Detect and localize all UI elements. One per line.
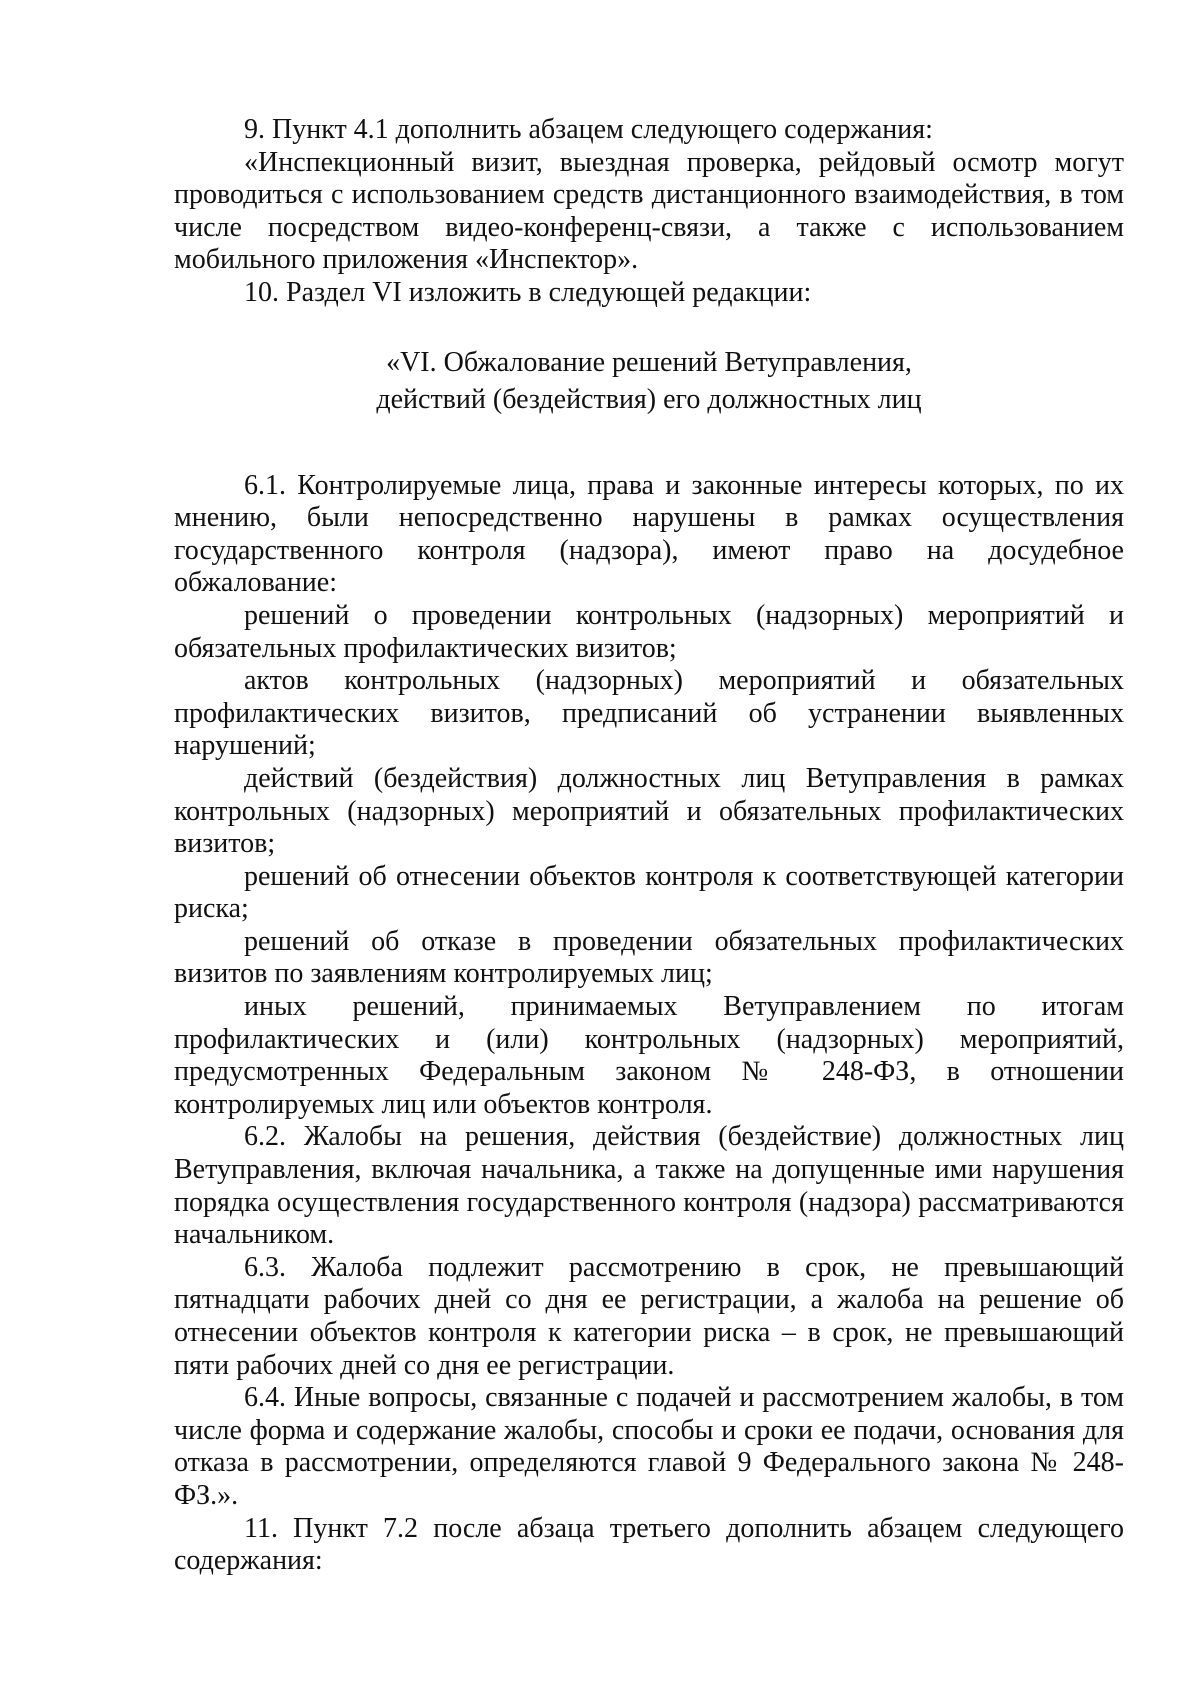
section-heading-line-1: «VI. Обжалование решений Ветуправления, <box>386 346 912 378</box>
paragraph-6-1: 6.1. Контролируемые лица, права и законные интересы которых, по их мнению, были непосредственно нарушены в рамках осуществления государственного контроля (надзора), имеют право на досудебное обжалование: <box>174 469 1124 599</box>
section-heading <box>174 344 1124 418</box>
paragraph-6-2: 6.2. Жалобы на решения, действия (бездействие) должностных лиц Ветуправления, включая начальника, а также на допущенные ими нарушения порядка осуществления государственного контроля (надзора) рассматриваются начальником. <box>174 1121 1124 1251</box>
document-body <box>174 114 1124 1578</box>
list-item-officials-actions: действий (бездействия) должностных лиц Ветуправления в рамках контрольных (надзорных) мероприятий и обязательных профилактических визитов; <box>174 762 1124 860</box>
section-heading-line-2: действий (бездействия) его должностных лиц <box>376 383 922 415</box>
list-item-other-decisions: иных решений, принимаемых Ветуправлением по итогам профилактических и (или) контрольных (надзорных) мероприятий, предусмотренных Федеральным законом № 248-ФЗ, в отношении контролируемых лиц или объектов контроля. <box>174 991 1124 1120</box>
paragraph-item-9: 9. Пункт 4.1 дополнить абзацем следующего содержания: <box>244 114 933 145</box>
list-item-acts-and-orders: актов контрольных (надзорных) мероприятий и обязательных профилактических визитов, предписаний об устранении выявленных нарушений; <box>174 665 1124 762</box>
paragraph-item-10: 10. Раздел VI изложить в следующей редакции: <box>244 276 812 308</box>
list-item-risk-category-decisions: решений об отнесении объектов контроля к соответствующей категории риска; <box>174 860 1124 925</box>
list-item-refusal-decisions: решений об отказе в проведении обязательных профилактических визитов по заявлениям контролируемых лиц; <box>174 925 1124 990</box>
paragraph-6-4: 6.4. Иные вопросы, связанные с подачей и рассмотрением жалобы, в том числе форма и содержание жалобы, способы и сроки ее подачи, основания для отказа в рассмотрении, определяются главой 9 Федерального закона № 248-ФЗ.». <box>174 1382 1124 1511</box>
list-item-decisions-on-measures: решений о проведении контрольных (надзорных) мероприятий и обязательных профилактических визитов; <box>174 599 1124 664</box>
paragraph-inspection-visit-quote: «Инспекционный визит, выездная проверка, рейдовый осмотр могут проводиться с использованием средств дистанционного взаимодействия, в том числе посредством видео-конференц-связи, а также с использованием мобильного приложения «Инспектор». <box>174 146 1124 276</box>
paragraph-item-11: 11. Пункт 7.2 после абзаца третьего дополнить абзацем следующего содержания: <box>174 1512 1124 1577</box>
paragraph-6-3: 6.3. Жалоба подлежит рассмотрению в срок, не превышающий пятнадцати рабочих дней со дня ее регистрации, а жалоба на решение об отнесении объектов контроля к категории риска – в срок, не превышающий пяти рабочих дней со дня ее регистрации. <box>174 1251 1124 1381</box>
